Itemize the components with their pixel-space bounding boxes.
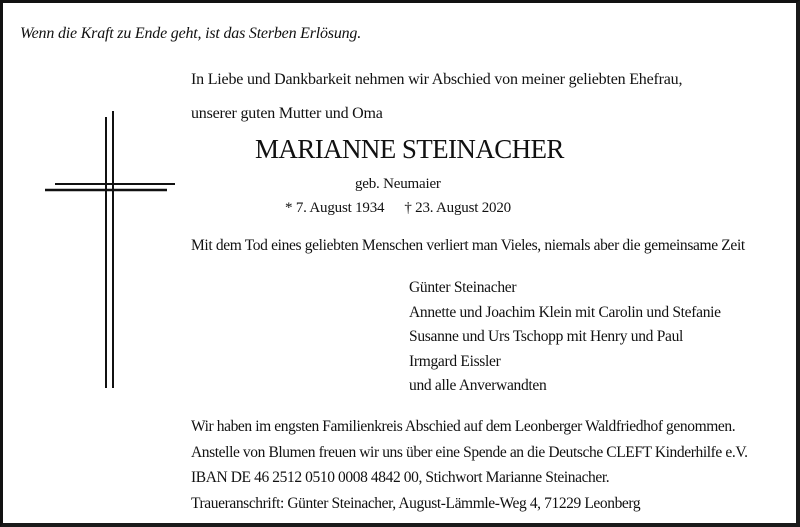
donation-note: Anstelle von Blumen freuen wir uns über eine Spende an die Deutsche CLEFT Kinderhilfe e.V. [191, 443, 748, 461]
footer-notes [191, 414, 748, 516]
iban-note: IBAN DE 46 2512 0510 0008 4842 00, Stichwort Marianne Steinacher. [191, 469, 610, 486]
deceased-name: MARIANNE STEINACHER [255, 134, 564, 164]
mourners-list [409, 276, 721, 399]
maiden-name: geb. Neumaier [355, 176, 441, 192]
death-date: † 23. August 2020 [404, 200, 511, 216]
life-dates [285, 198, 511, 218]
motto-text: Wenn die Kraft zu Ende geht, ist das Sterben Erlösung. [20, 25, 362, 42]
intro-line-2: unserer guten Mutter und Oma [191, 105, 383, 122]
mourner-item: Irmgard Eissler [409, 352, 501, 370]
birth-date: * 7. August 1934 [285, 200, 385, 216]
mourner-item: Susanne und Urs Tschopp mit Henry und Paul [409, 328, 684, 345]
intro-line-1: In Liebe und Dankbarkeit nehmen wir Abschied von meiner geliebten Ehefrau, [191, 71, 683, 88]
mourner-item: Günter Steinacher [409, 279, 517, 296]
memorial-verse: Mit dem Tod eines geliebten Menschen verliert man Vieles, niemals aber die gemeinsame Zeit [191, 237, 745, 254]
mourner-item: und alle Anverwandten [409, 377, 547, 394]
mourner-item: Annette und Joachim Klein mit Carolin und Stefanie [409, 303, 721, 321]
cross-icon [40, 105, 185, 395]
mourning-address: Traueranschrift: Günter Steinacher, August-Lämmle-Weg 4, 71229 Leonberg [191, 494, 641, 512]
funeral-note: Wir haben im engsten Familienkreis Abschied auf dem Leonberger Waldfriedhof genommen. [191, 418, 736, 435]
